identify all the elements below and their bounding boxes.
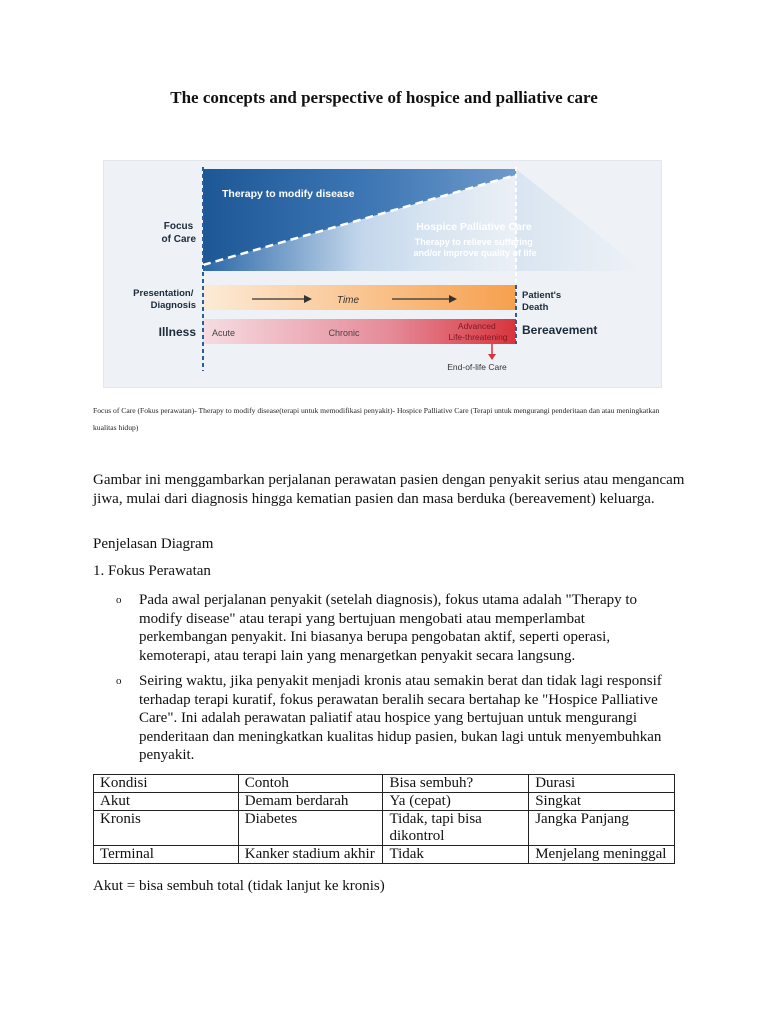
table-cell: Terminal	[94, 846, 239, 864]
end-of-life-label: End-of-life Care	[447, 362, 507, 372]
illness-label: Illness	[158, 325, 196, 339]
subsection-title: 1. Fokus Perawatan	[93, 563, 211, 579]
table-cell: Singkat	[529, 793, 675, 811]
hospice-title-label: Hospice Palliative Care	[416, 221, 532, 233]
figure-caption: Focus of Care (Fokus perawatan)- Therapy to modify disease(terapi untuk memodifikasi penyakit)- Hospice Palliative Care (Terapi untuk mengurangi penderitaan dan atau meningkatkan kualitas hidup)	[93, 406, 660, 432]
table-cell: Demam berdarah	[238, 793, 383, 811]
page-title: The concepts and perspective of hospice and palliative care	[170, 88, 598, 107]
care-diagram	[103, 160, 662, 388]
time-label: Time	[336, 295, 360, 306]
table-cell: Diabetes	[238, 811, 383, 846]
table-cell: Menjelang meninggal	[529, 846, 675, 864]
table-header: Bisa sembuh?	[383, 775, 529, 793]
bullet-marker: o	[116, 594, 122, 606]
table-header: Kondisi	[94, 775, 239, 793]
table-row	[94, 793, 675, 811]
table-cell: Akut	[94, 793, 239, 811]
hospice-sub-label: Therapy to relieve suffering and/or improve quality of life	[413, 237, 537, 258]
time-bar	[203, 285, 516, 310]
table-cell: Kronis	[94, 811, 239, 846]
bullet-marker: o	[116, 675, 122, 687]
list-item-text: Pada awal perjalanan penyakit (setelah diagnosis), fokus utama adalah "Therapy to modify disease" atau terapi yang bertujuan mengobati atau memperlambat perkembangan penyakit. Ini biasanya berupa pengobatan aktif, seperti operasi, kemoterapi, atau terapi lain yang menargetkan penyakit secara langsung.	[139, 592, 638, 664]
intro-paragraph: Gambar ini menggambarkan perjalanan perawatan pasien dengan penyakit serius atau mengancam jiwa, mulai dari diagnosis hingga kematian pasien dan masa berduka (bereavement) keluarga.	[93, 472, 685, 507]
presentation-label: Presentation/ Diagnosis	[133, 288, 196, 311]
table-cell: Jangka Panjang	[529, 811, 675, 846]
table-cell: Tidak, tapi bisa dikontrol	[383, 811, 529, 846]
table-header: Durasi	[529, 775, 675, 793]
bereavement-label: Bereavement	[522, 323, 598, 337]
condition-table	[93, 774, 675, 864]
acute-label: Acute	[212, 328, 236, 338]
table-row	[94, 846, 675, 864]
focus-of-care-label: Focus of Care	[161, 221, 196, 245]
chronic-label: Chronic	[328, 328, 360, 338]
list-item-text: Seiring waktu, jika penyakit menjadi kronis atau semakin berat dan tidak lagi responsif terhadap terapi kuratif, fokus perawatan beralih secara bertahap ke "Hospice Palliative Care". Ini adalah perawatan paliatif atau hospice yang bertujuan untuk mengurangi penderitaan dan meningkatkan kualitas hidup pasien, bukan lagi untuk menyembuhkan penyakit.	[139, 673, 662, 763]
section-heading: Penjelasan Diagram	[93, 536, 214, 552]
table-header-row	[94, 775, 675, 793]
table-cell: Kanker stadium akhir	[238, 846, 383, 864]
table-header: Contoh	[238, 775, 383, 793]
patients-death-label: Patient's Death	[522, 290, 562, 313]
therapy-modify-label: Therapy to modify disease	[222, 188, 355, 200]
table-cell: Ya (cepat)	[383, 793, 529, 811]
table-row	[94, 811, 675, 846]
table-cell: Tidak	[383, 846, 529, 864]
advanced-label: Advanced Life-threatening	[448, 321, 508, 342]
table-note: Akut = bisa sembuh total (tidak lanjut ke kronis)	[93, 878, 385, 894]
